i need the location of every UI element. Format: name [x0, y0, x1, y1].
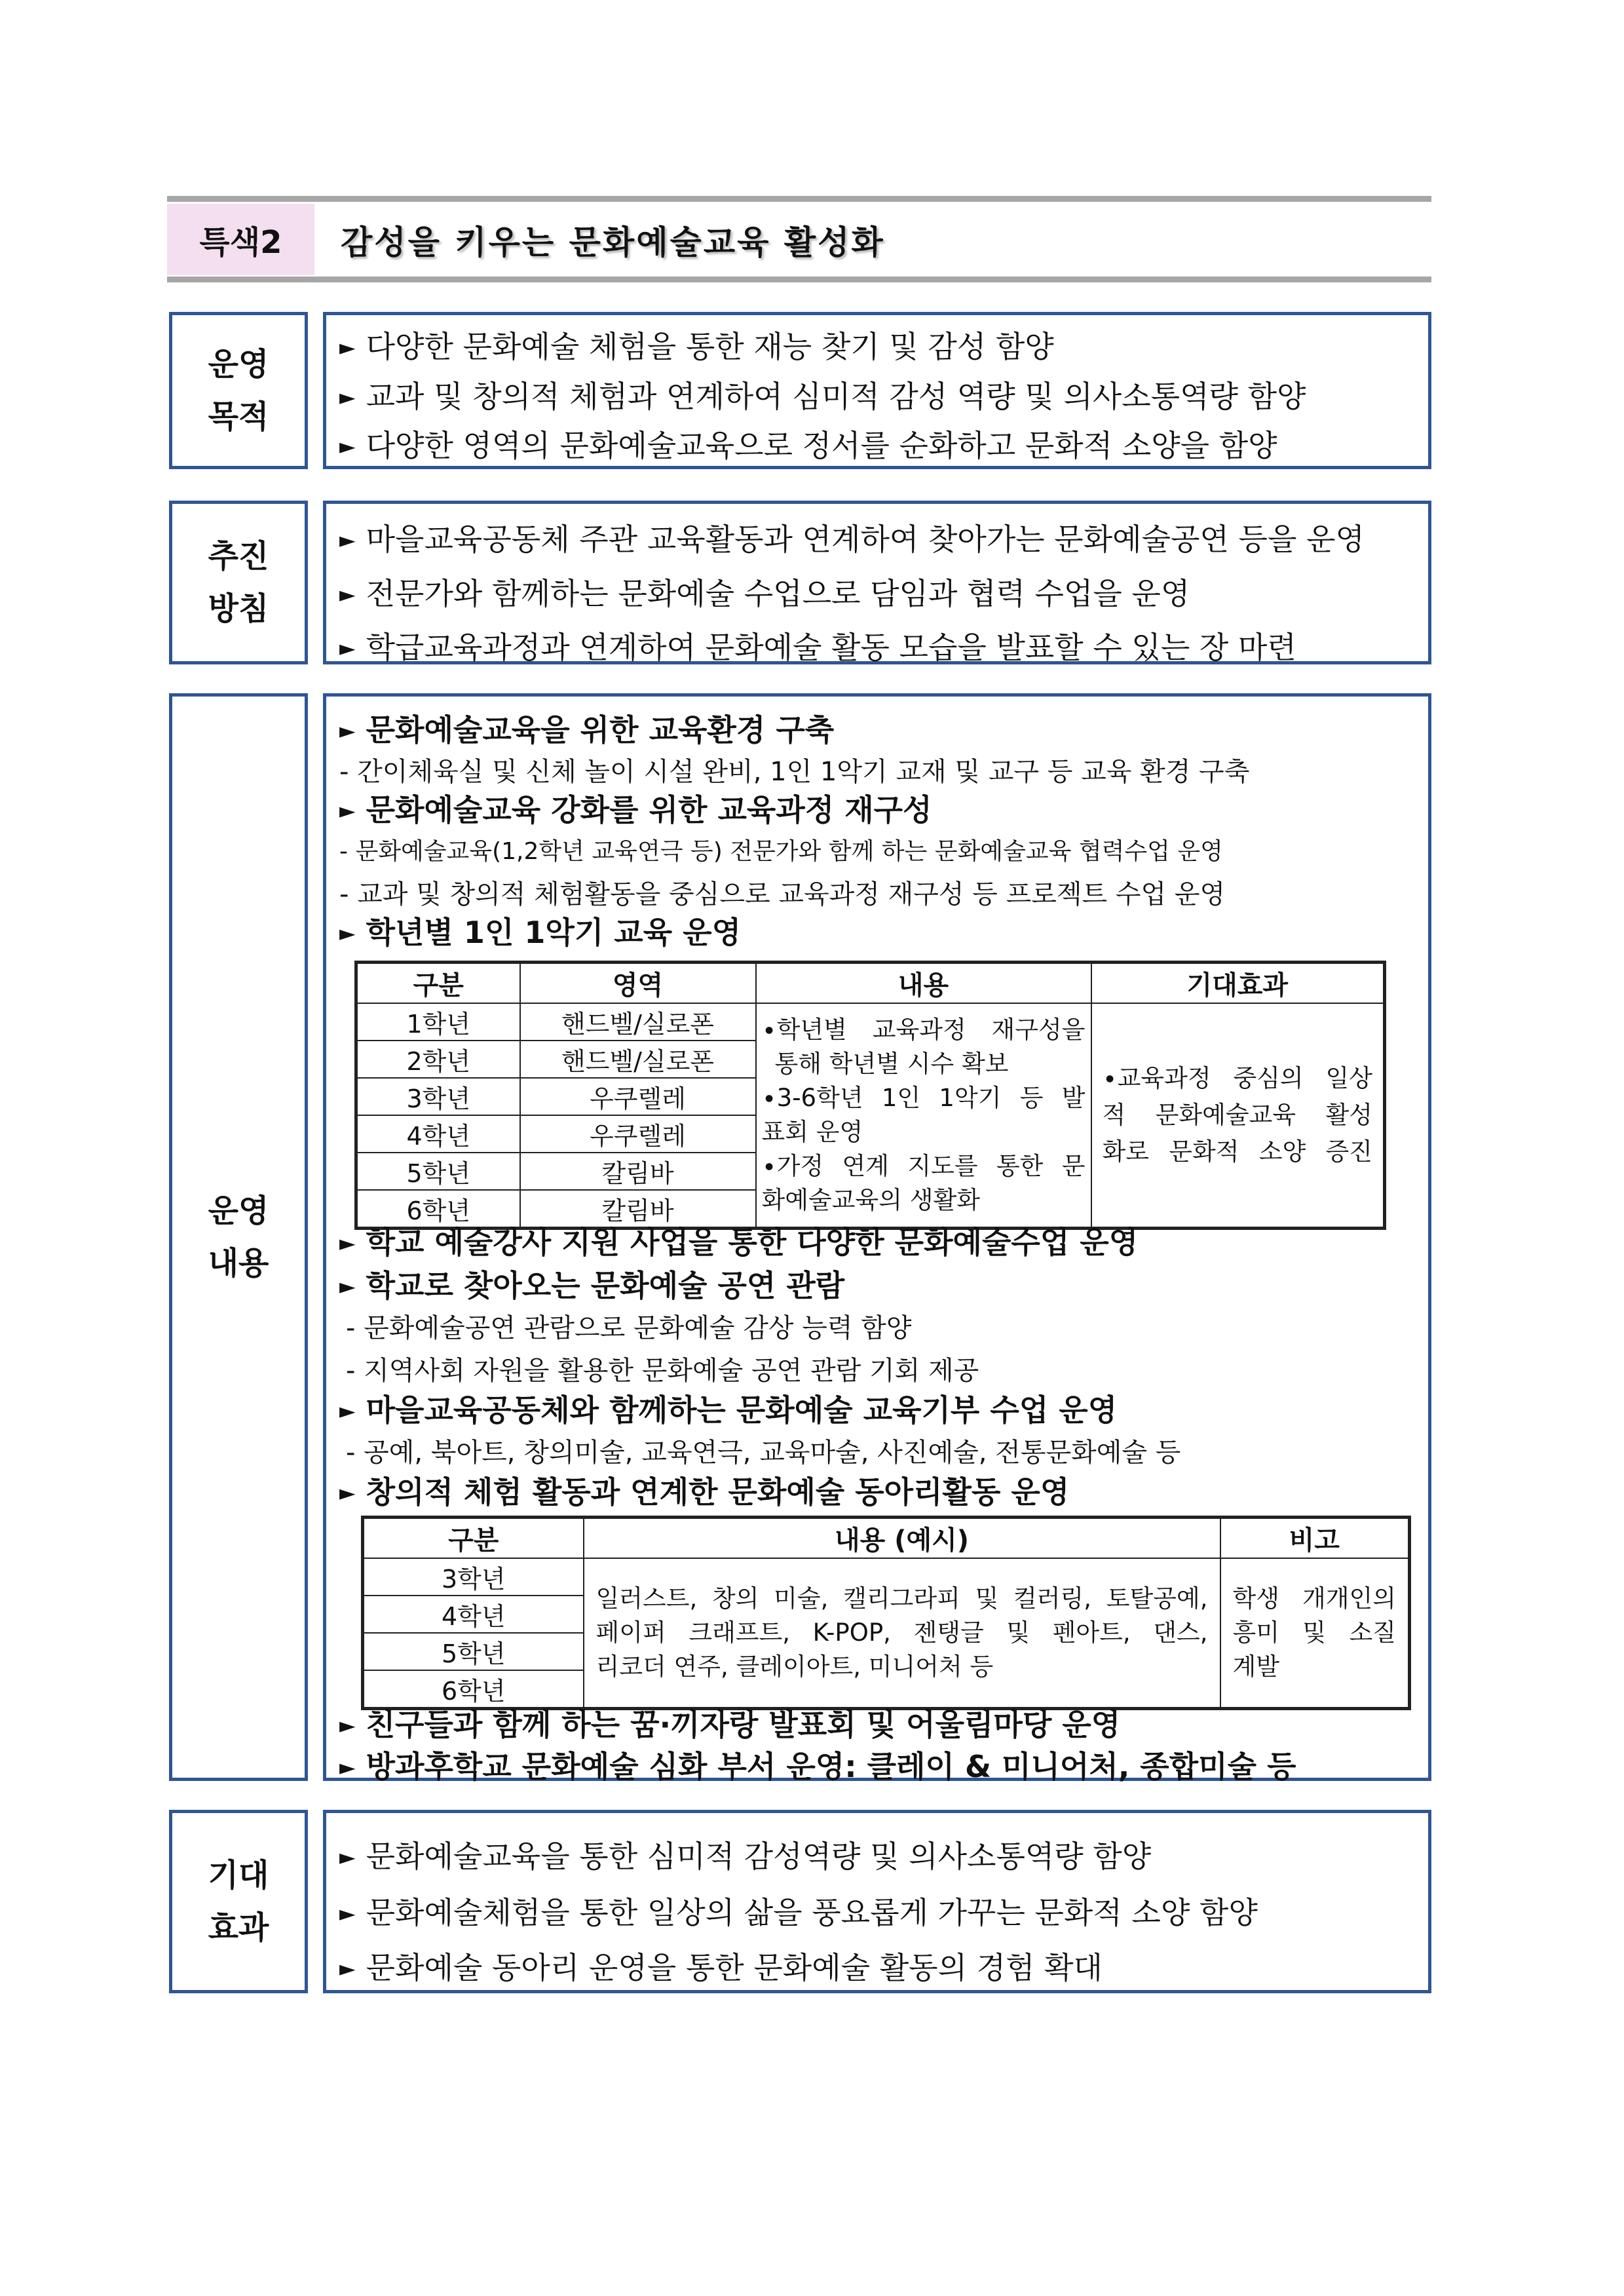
table-cell: 3학년	[363, 1558, 584, 1596]
effect-label: 기대 효과	[169, 1810, 308, 1993]
content-heading: ► 학년별 1인 1악기 교육 운영	[339, 915, 742, 950]
instrument-table	[354, 961, 1386, 1230]
purpose-label: 운영 목적	[169, 312, 308, 469]
table-header: 구분	[363, 1518, 584, 1558]
content-heading: ► 친구들과 함께 하는 꿈·끼자랑 발표회 및 어울림마당 운영	[339, 1707, 1121, 1742]
table-cell: 핸드벨/실로폰	[520, 1041, 756, 1078]
page-title: 감성을 키우는 문화예술교육 활성화	[341, 223, 885, 261]
purpose-item: ► 교과 및 창의적 체험과 연계하여 심미적 감성 역량 및 의사소통역량 함양	[339, 379, 1306, 414]
club-table	[361, 1516, 1411, 1710]
table-header: 비고	[1220, 1518, 1410, 1558]
content-heading: ► 창의적 체험 활동과 연계한 문화예술 동아리활동 운영	[339, 1474, 1070, 1510]
effect-item: ► 문화예술체험을 통한 일상의 삶을 풍요롭게 가꾸는 문화적 소양 함양	[339, 1895, 1258, 1930]
table-cell: 5학년	[363, 1633, 584, 1670]
policy-item: ► 마을교육공동체 주관 교육활동과 연계하여 찾아가는 문화예술공연 등을 운영	[339, 522, 1365, 557]
table-header: 내용	[756, 963, 1091, 1003]
content-label: 운영 내용	[169, 693, 308, 1781]
content-detail: - 교과 및 창의적 체험활동을 중심으로 교육과정 재구성 등 프로젝트 수업 운영	[339, 879, 1226, 909]
table-cell: 4학년	[363, 1596, 584, 1633]
table-cell: 우쿠렐레	[520, 1115, 756, 1153]
purpose-item: ► 다양한 영역의 문화예술교육으로 정서를 순화하고 문화적 소양을 함양	[339, 428, 1277, 463]
table-cell: 3학년	[356, 1078, 520, 1115]
content-heading: ► 마을교육공동체와 함께하는 문화예술 교육기부 수업 운영	[339, 1392, 1118, 1428]
header-bottom-rule	[167, 277, 1431, 282]
table-cell: 칼림바	[520, 1153, 756, 1190]
table-cell: 6학년	[356, 1190, 520, 1229]
effect-item: ► 문화예술 동아리 운영을 통한 문화예술 활동의 경험 확대	[339, 1950, 1103, 1985]
table-cell: 2학년	[356, 1041, 520, 1078]
purpose-box	[323, 312, 1431, 469]
effect-item: ► 문화예술교육을 통한 심미적 감성역량 및 의사소통역량 함양	[339, 1839, 1152, 1874]
effect-box	[323, 1810, 1431, 1993]
table-header: 기대효과	[1091, 963, 1385, 1003]
table-cell: 4학년	[356, 1115, 520, 1153]
content-heading: ► 문화예술교육 강화를 위한 교육과정 재구성	[339, 792, 932, 828]
table-cell: 칼림바	[520, 1190, 756, 1229]
table-cell: 핸드벨/실로폰	[520, 1003, 756, 1041]
table-cell: 5학년	[356, 1153, 520, 1190]
purpose-item: ► 다양한 문화예술 체험을 통한 재능 찾기 및 감성 함양	[339, 329, 1054, 364]
table-header: 영역	[520, 963, 756, 1003]
table-cell: 6학년	[363, 1670, 584, 1709]
policy-label: 추진 방침	[169, 501, 308, 664]
policy-item: ► 전문가와 함께하는 문화예술 수업으로 담임과 협력 수업을 운영	[339, 576, 1190, 611]
table-cell: 우쿠렐레	[520, 1078, 756, 1115]
policy-item: ► 학급교육과정과 연계하여 문화예술 활동 모습을 발표할 수 있는 장 마련	[339, 630, 1296, 665]
table-header: 내용 (예시)	[584, 1518, 1220, 1558]
content-heading: ► 학교로 찾아오는 문화예술 공연 관람	[339, 1268, 845, 1303]
content-heading: ► 학교 예술강사 지원 사업을 통한 다양한 문화예술수업 운영	[339, 1225, 1139, 1260]
content-detail: - 지역사회 자원을 활용한 문화예술 공연 관람 기회 제공	[346, 1356, 979, 1386]
content-detail: - 간이체육실 및 신체 놀이 시설 완비, 1인 1악기 교재 및 교구 등 교육 환경 구축	[339, 757, 1250, 787]
content-heading: ► 방과후학교 문화예술 심화 부서 운영: 클레이 & 미니어처, 종합미술 등	[339, 1749, 1296, 1784]
content-box	[323, 693, 1431, 1784]
table-note-cell: 학생 개개인의 흥미 및 소질 계발	[1220, 1558, 1410, 1709]
table-header: 구분	[356, 963, 520, 1003]
table-content-cell: 일러스트, 창의 미술, 캘리그라피 및 컬러링, 토탈공예, 페이퍼 크래프트, K-POP, 젠탱글 및 펜아트, 댄스, 리코더 연주, 클레이아트, 미니어처 등	[584, 1558, 1220, 1709]
content-heading: ► 문화예술교육을 위한 교육환경 구축	[339, 712, 835, 748]
table-content-cell: ∙학년별 교육과정 재구성을 통해 학년별 시수 확보 ∙3-6학년 1인 1악기 등 발 표회 운영 ∙가정 연계 지도를 통한 문 화예술교육의 생활화	[756, 1003, 1091, 1229]
header-top-rule	[167, 196, 1431, 202]
table-effect-cell: ∙교육과정 중심의 일상 적 문화예술교육 활성 화로 문화적 소양 증진	[1091, 1003, 1385, 1229]
content-detail: - 공예, 북아트, 창의미술, 교육연극, 교육마술, 사진예술, 전통문화예술 등	[346, 1438, 1181, 1468]
content-detail: - 문화예술교육(1,2학년 교육연극 등) 전문가와 함께 하는 문화예술교육 협력수업 운영	[339, 838, 1223, 865]
policy-box	[323, 501, 1431, 664]
table-cell: 1학년	[356, 1003, 520, 1041]
content-detail: - 문화예술공연 관람으로 문화예술 감상 능력 함양	[346, 1313, 912, 1343]
feature-tag: 특색2	[167, 204, 314, 275]
